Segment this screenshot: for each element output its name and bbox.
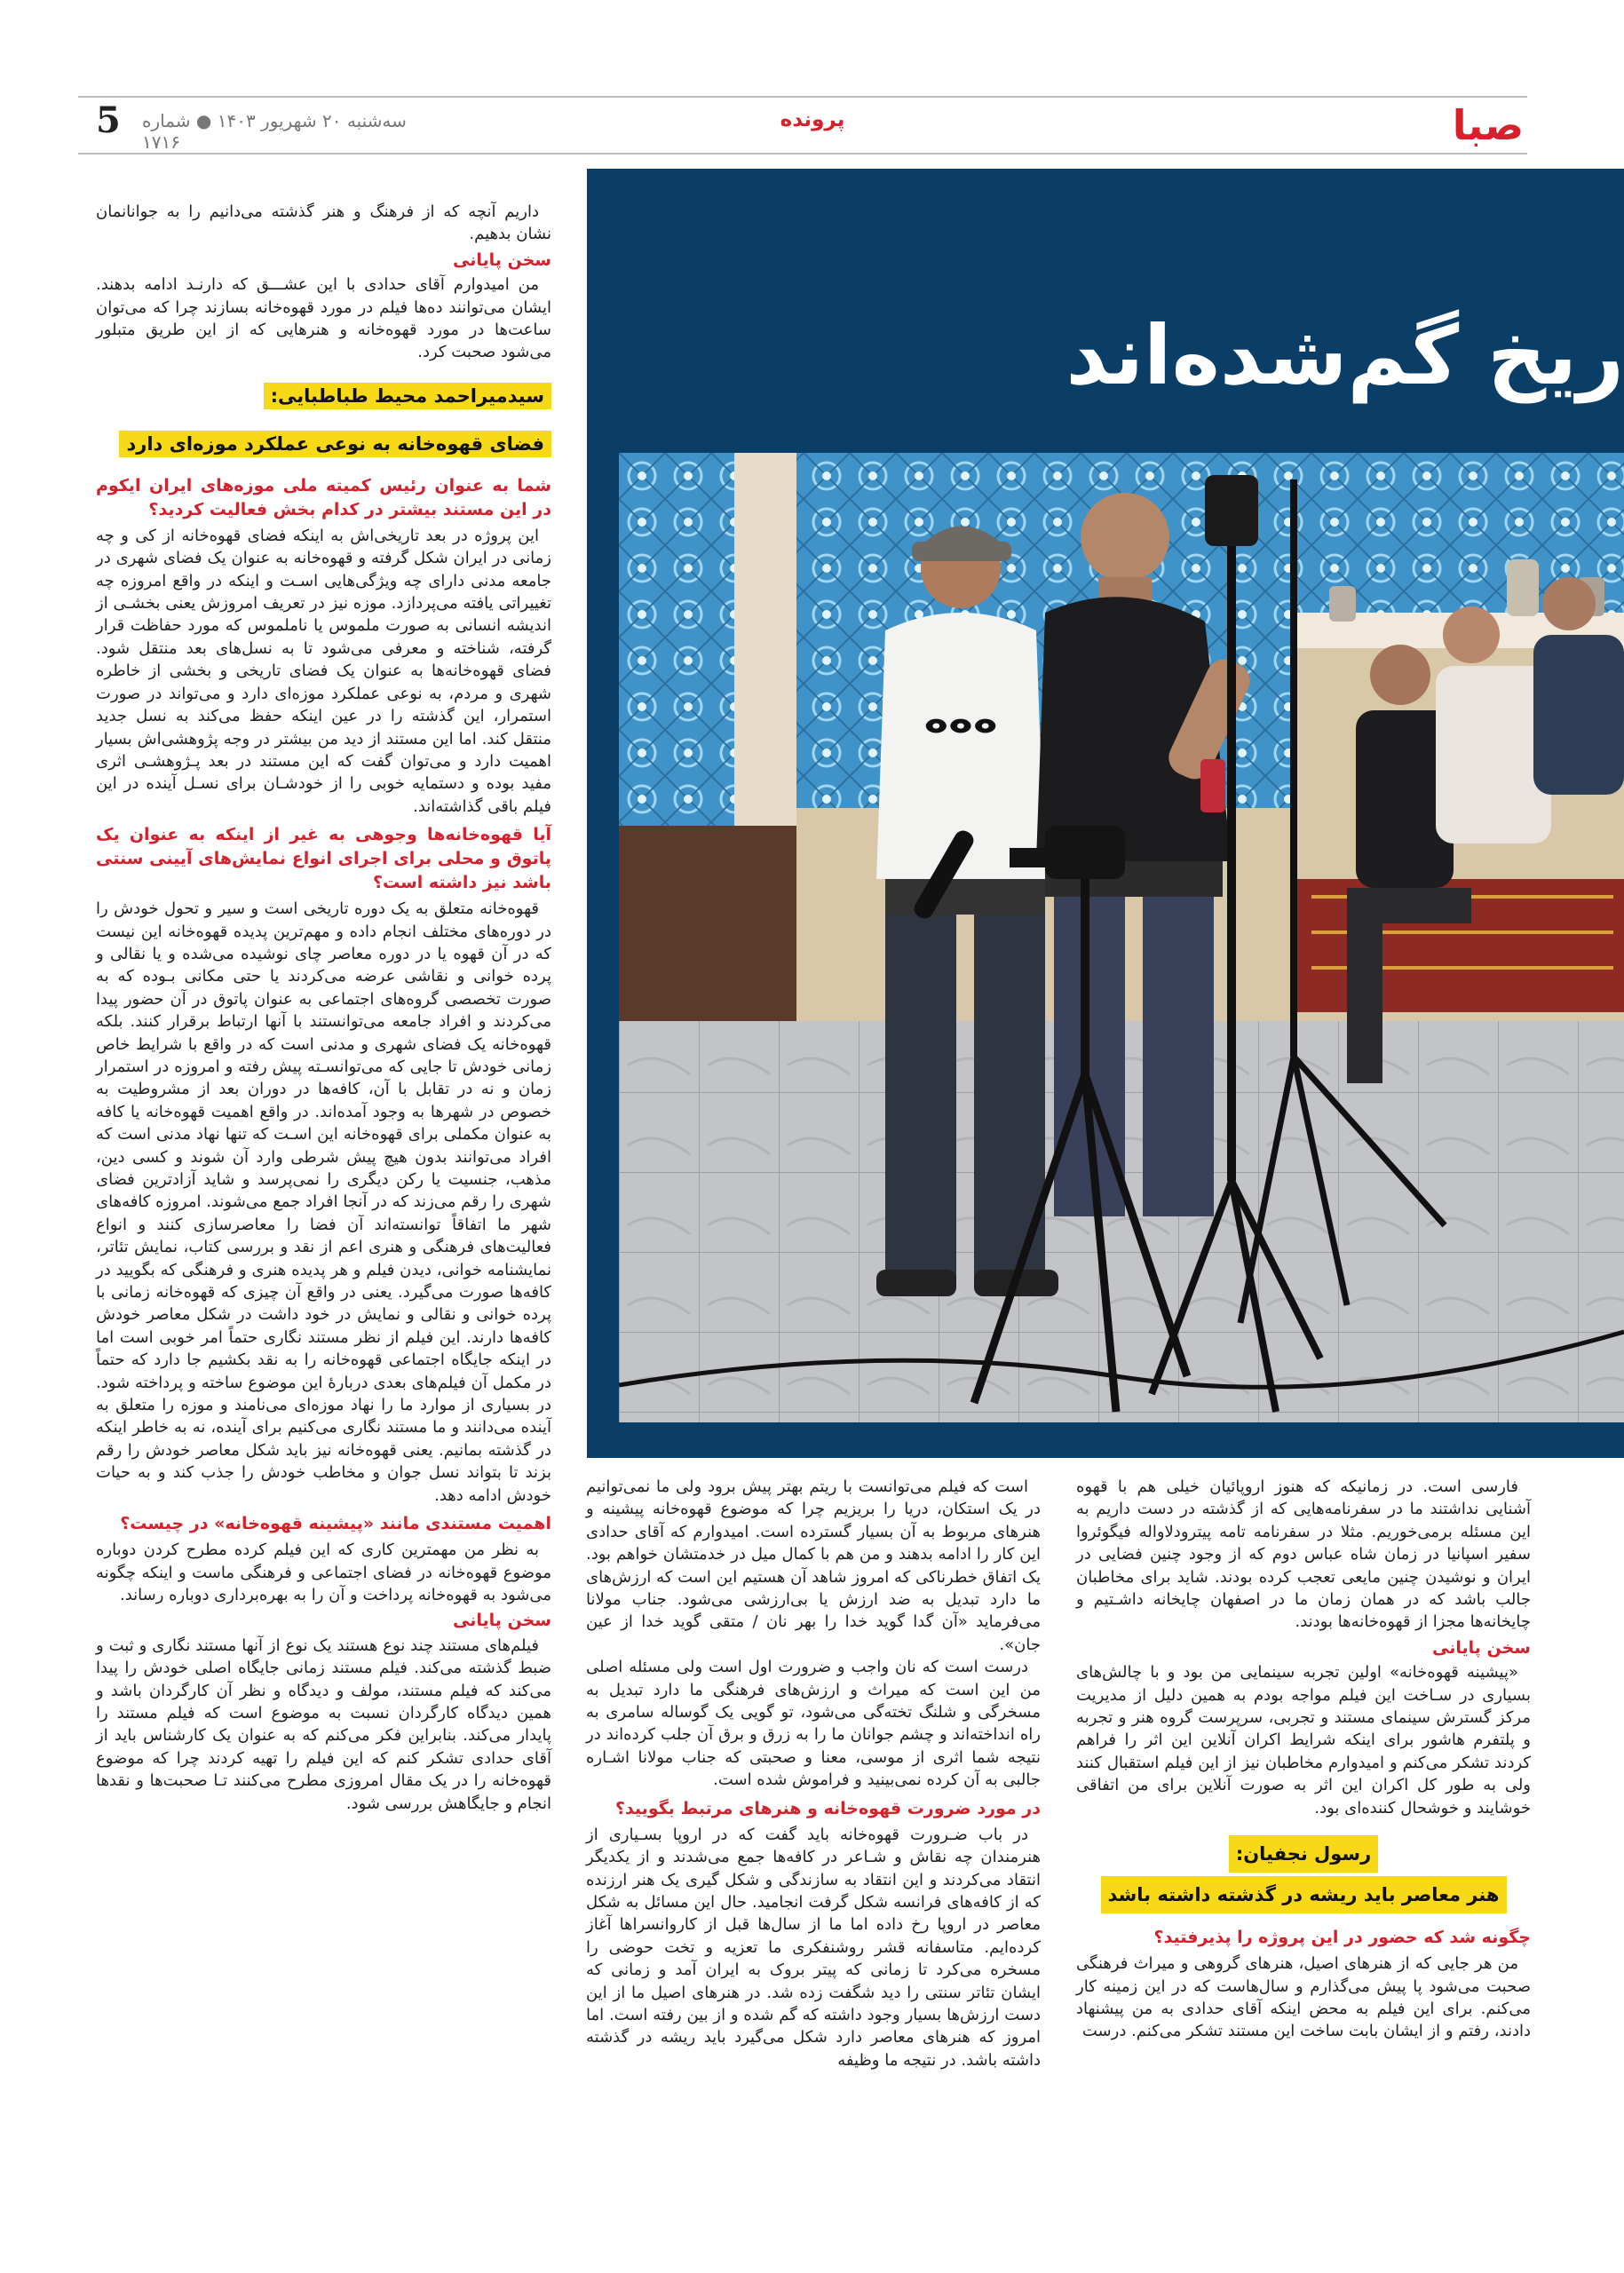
pull-quote: فضای قهوه‌خانه به نوعی عملکرد موزه‌ای دارد xyxy=(119,431,551,457)
paragraph: درست است که نان واجب و ضرورت اول است ولی مسئله اصلی من این است که میراث و ارزش‌های فرهنگی ما دارد تبدیل به مسخرگی و شلنگ تخته‌گی می‌شود، تو گویی یک گوساله سامری به راه انداخته‌اند و چشم جوانان ما را به زرق و برق آن جلب کرده‌اند در نتیجه شما اثری از موسی، معنا و صحبتی که جناب مولانا اشـاره جالبی به آن کرده نمی‌بینید و فراموش شده است. xyxy=(586,1658,1041,1790)
paragraph: «پیشینه قهوه‌خانه» اولین تجربه سینمایی من بود و با چالش‌های بسیاری در سـاخت این فیلم مواجه بودم به همین دلیل از مدیریت مرکز گسترش سینمای مستند و تجربی، سرپرست گروه هنر و تجربه و پلتفرم هاشور برای اینکه شرایط اکران آنلاین این اثر را فراهم کردند تشکر می‌کنم و امیدوارم مخاطبان نیز از این فیلم استقبال کنند ولی به طور کل اکران این اثر به صورت آنلاین برای من اتفاقی خوشایند و خوشحال کننده‌ای بود. xyxy=(1076,1663,1531,1818)
interview-question: آیا قهوه‌خانه‌ها وجوهی به غیر از اینکه به عنوان یک پاتوق و محلی برای اجرای انواع نمایش‌های آیینی سنتی باشد نیز داشته است؟ xyxy=(96,825,551,893)
subheading: سخن پایانی xyxy=(453,249,551,270)
paragraph: این پروژه در بعد تاریخی‌اش به اینکه فضای قهوه‌خانه از کی و چه زمانی در ایران شکل گرفته و قهوه‌خانه به عنوان یک فضای شهری در جامعه مدنی دارای چه ویژگی‌هایی اسـت و اینکه در واقع امروزه چه تغییراتی یافته می‌پردازد. موزه نیز در تعریف امروزش یعنی بخشـی از اندیشه انسانی به صورت ملموس یا ناملموس که مورد حفاظت قرار گرفته، شناخته و معرفی می‌شود تا به نسل‌های بعد منتقل شود. فضای قهوه‌خانه‌ها به عنوان یک فضای تاریخی و بخشی از خاطره شهری و مردم، به نوعی عملکرد موزه‌ای دارد و می‌تواند در صورت استمرار، این گذشته را در عین اینکه حفظ می‌کند به نسل جدید منتقل کند. اما این مستند از دید من بیشتر در وجه پژوهشی‌اش بسیار اهمیت دارد و می‌توان گفت که این مستند در بعد پـژوهشـی اثری مفید بوده و دستمایه خوبی را از خودشـان برای نسـل آینده در این فیلم باقی گذاشته‌اند. xyxy=(96,526,551,816)
article-column-2 xyxy=(586,1476,1041,2071)
paragraph: فارسی است. در زمانیکه که هنوز اروپائیان خیلی هم با قهوه آشنایی نداشتند ما در سفرنامه‌هایی که از گذشته در دست داریم به این مسئله برمی‌خوریم. مثلا در سفرنامه تامه پیترودلاواله فیگوئروا سفیر اسپانیا در زمان شاه عباس دوم که از وجود چنین فضایی در ایران و نوشیدن چنین مایعی تعجب کرده بودند. شاید برای مخاطبان جالب باشد که در همان زمان ما در اصفهان چایخانه داشـتیم و چایخانه‌ها مجزا از قهوه‌خانه‌ها بودند. xyxy=(1076,1477,1531,1632)
paragraph: در باب ضـرورت قهوه‌خانه باید گفت که در اروپا بسـیاری از هنرمندان چه نقاش و شـاعر در کافه‌ها جمع می‌شدند و از یکدیگر انتقاد می‌کردند و این انتقاد به سازندگی و شکل گیری یک هنر ارزنده که از کافه‌های فرانسه شکل گرفت انجامید. حال این مسائل به شکل معاصر در اروپا رخ داده اما ما از سال‌ها قبل از کاروانسراها آغاز کرده‌ایم. متاسفانه قشر روشنفکری ما تعزیه و تخت حوضی را مسخره می‌کرد تا زمانی که پیتر بروک به ایران آمد و زمانی که ایشان تئاتر سنتی را دید شگفت زده شد. در هنرهای اصیل ما از این دست ارزش‌ها بسیار وجود داشته که گم شده و از بین رفته است. اما امروز که هنرهای معاصر دارد شکل می‌گیرد باید ریشه در گذشته داشته باشد. در نتیجه ما وظیفه xyxy=(586,1825,1041,2070)
paragraph: است که فیلم می‌توانست با ریتم بهتر پیش برود ولی ما نمی‌توانیم در یک استکان، دریا را بریزیم چرا که موضوع قهوه‌خانه پیشینه و هنرهای مربوط به آن بسیار گسترده است. امیدوارم که آقای حدادی این کار را ادامه بدهند و من هم با کمال میل در خدمتشان خواهم بود. یک اتفاق خطرناکی که امروز شاهد آن هستیم این است که ارزش‌های ما دارد تبدیل به ضد ارزش یا بی‌ارزشی می‌شود. جناب مولانا می‌فرماید «آن گدا گوید خدا را بهر نان / متقی گوید خدا از عین جان». xyxy=(586,1477,1041,1654)
paragraph: قهوه‌خانه متعلق به یک دوره تاریخی است و سیر و تحول خودش را در دوره‌های مختلف انجام داده و مهم‌ترین پدیده قهوه‌خانه این نیست که در آن قهوه یا در دوره معاصر چای نوشیده می‌شده و یا نقالی و پرده خوانی و نقاشی عرضه می‌کردند یا حتی مکانی بـوده که به صورت تخصصی گروه‌های اجتماعی به عنوان پاتوق در آن حضور پیدا می‌کردند و افراد جامعه می‌توانستند با آنها ارتباط برقرار کنند. بلکه قهوه‌خانه یک فضای شهری و مدنی است که در واقع با شرایط خاص زمانی خودش تا جایی که می‌توانسـته پیش رفته و امروزه در استمرار زمان و نه در تقابل با آن، کافه‌ها در دوران بعد از مشروطیت به خصوص در شهرها به وجود آمده‌اند. در واقع اهمیت قهوه‌خانه یا کافه به عنوان مکملی برای قهوه‌خانه این اسـت که تنها نهاد مدنی است که افراد می‌توانند بدون هیچ پیش شرطی وارد آن شوند و کسی دین، مذهب، جنسیت یا رکن دیگری را نمی‌پرسد و شاید آزادترین فضای شهری را رقم می‌زند که در آنجا افراد جمع می‌شوند. امروزه کافه‌های شهر ما اتفاقاً توانسته‌اند آن فضا را معاصرسازی کنند و انواع فعالیت‌های فرهنگی و هنری اعم از نقد و بررسی کتاب، نمایش تئاتر، نمایشنامه خوانی، دیدن فیلم و هر پدیده هنری و فرهنگی که بگویید در کافه‌ها صورت می‌گیرد. یعنی در واقع آن چیزی که قهوه‌خانه زمانی با پرده خوانی و نقالی و نمایش در خود داشت در شکل معاصر خودش کافه‌ها دارند. این فیلم از نظر مستند نگاری حتماً امر خوبی است اما در اینکه جایگاه اجتماعی قهوه‌خانه را به نقد بکشیم جا دارد که حتماً در مکمل آن فیلم‌های بعدی دربارهٔ این موضوع ساخته و پرداخته شود. در بسیاری از موارد ما را نهاد موزه‌ای می‌نامند و موزه را متعلق به آینده می‌دانند و ما مستند نگاری می‌کنیم برای آینده، نه به خاطر اینکه در گذشته بمانیم. یعنی قهوه‌خانه نیز باید شکل معاصر خودش را رقم بزند تا بتواند نسل جوان و مخاطب خودش را جذب کند و به حیات خودش ادامه دهد. xyxy=(96,899,551,1505)
interview-question: چگونه شد که حضور در این پروژه را پذیرفتید؟ xyxy=(1153,1928,1531,1948)
pull-quote: هنر معاصر باید ریشه در گذشته داشته باشد xyxy=(1101,1876,1507,1913)
teahouse-film-set-illustration xyxy=(619,453,1624,1422)
paragraph: من امیدوارم آقای حدادی با این عشـــق که دارنـد ادامه بدهند. ایشان می‌توانند ده‌ها فیلم در مورد قهوه‌خانه بسازند چرا که می‌توان ساعت‌ها در مورد قهوه‌خانه و هنرهایی که از این طریق متبلور می‌شود صحبت کرد. xyxy=(96,275,551,362)
feature-photo xyxy=(619,453,1624,1422)
interview-question: در مورد ضرورت قهوه‌خانه و هنرهای مرتبط بگویید؟ xyxy=(614,1798,1041,1818)
feature-title: ریخ گم‌شده‌اند xyxy=(1066,308,1624,403)
page-number: 5 xyxy=(96,99,121,141)
section-label: پرونده xyxy=(780,108,845,131)
subheading: سخن پایانی xyxy=(453,1611,551,1631)
paragraph: به نظر من مهمترین کاری که این فیلم کرده مطرح کردن دوباره موضوع قهوه‌خانه در فضای اجتماعی و فرهنگی ماست و اینکه چگونه می‌شود به قهوه‌خانه پرداخت و آن را به بهره‌برداری دوباره رساند. xyxy=(96,1540,551,1604)
newspaper-logo: صبا xyxy=(1452,101,1525,149)
paragraph: من هر جایی که از هنرهای اصیل، هنرهای گروهی و میراث فرهنگی صحبت می‌شود پا پیش می‌گذارم و سال‌هاست که در این زمینه کار می‌کنم. برای این فیلم به محض اینکه آقای حدادی به من پیشنهاد دادند، رفتم و از ایشان بابت ساخت این مستند تشکر می‌کنم. درست xyxy=(1076,1954,1531,2041)
shirt-print: ⴰⴰⴰ xyxy=(923,701,998,741)
interview-question: اهمیت مستندی مانند «پیشینه قهوه‌خانه» در چیست؟ xyxy=(120,1514,551,1534)
article-column-3 xyxy=(1076,1476,1531,2043)
interviewee-name: رسول نجفیان: xyxy=(1229,1835,1378,1873)
article-column-1 xyxy=(96,201,551,1815)
header-top-rule xyxy=(78,96,1527,98)
issue-dateline: سه‌شنبه ۲۰ شهریور ۱۴۰۳ ● شماره ۱۷۱۶ xyxy=(142,110,407,153)
subheading: سخن پایانی xyxy=(1432,1637,1531,1658)
interview-question: شما به عنوان رئیس کمیته ملی موزه‌های ایران ایکوم در این مستند بیشتر در کدام بخش فعالیت کردید؟ xyxy=(96,475,551,519)
header-bottom-rule xyxy=(78,153,1527,154)
interviewee-name: سیدمیراحمد محیط طباطبایی: xyxy=(264,383,551,409)
paragraph: فیلم‌های مستند چند نوع هستند یک نوع از آنها مستند نگاری و ثبت و ضبط گذشته می‌کند. فیلم مستند زمانی جایگاه اصلی خودش را پیدا می‌کند که فیلم مستند، مولف و دیدگاه و نظر آن کارگردان باشد و همین دیدگاه کارگردان نسبت به موضوع است که فیلم مستند را پایدار می‌کند. بنابراین فکر می‌کنم که به عنوان یک کارشناس باید از آقای حدادی تشکر کنم که این فیلم را تهیه کردند چرا که موضوع قهوه‌خانه را در یک مقال امروزی مطرح می‌کنند تـا صحبت‌ها و نقدها انجام و جایگاهش بررسی شود. xyxy=(96,1635,551,1813)
paragraph: داریم آنچه که از فرهنگ و هنر گذشته می‌دانیم را به جوانانمان نشان بدهیم. xyxy=(96,202,551,244)
